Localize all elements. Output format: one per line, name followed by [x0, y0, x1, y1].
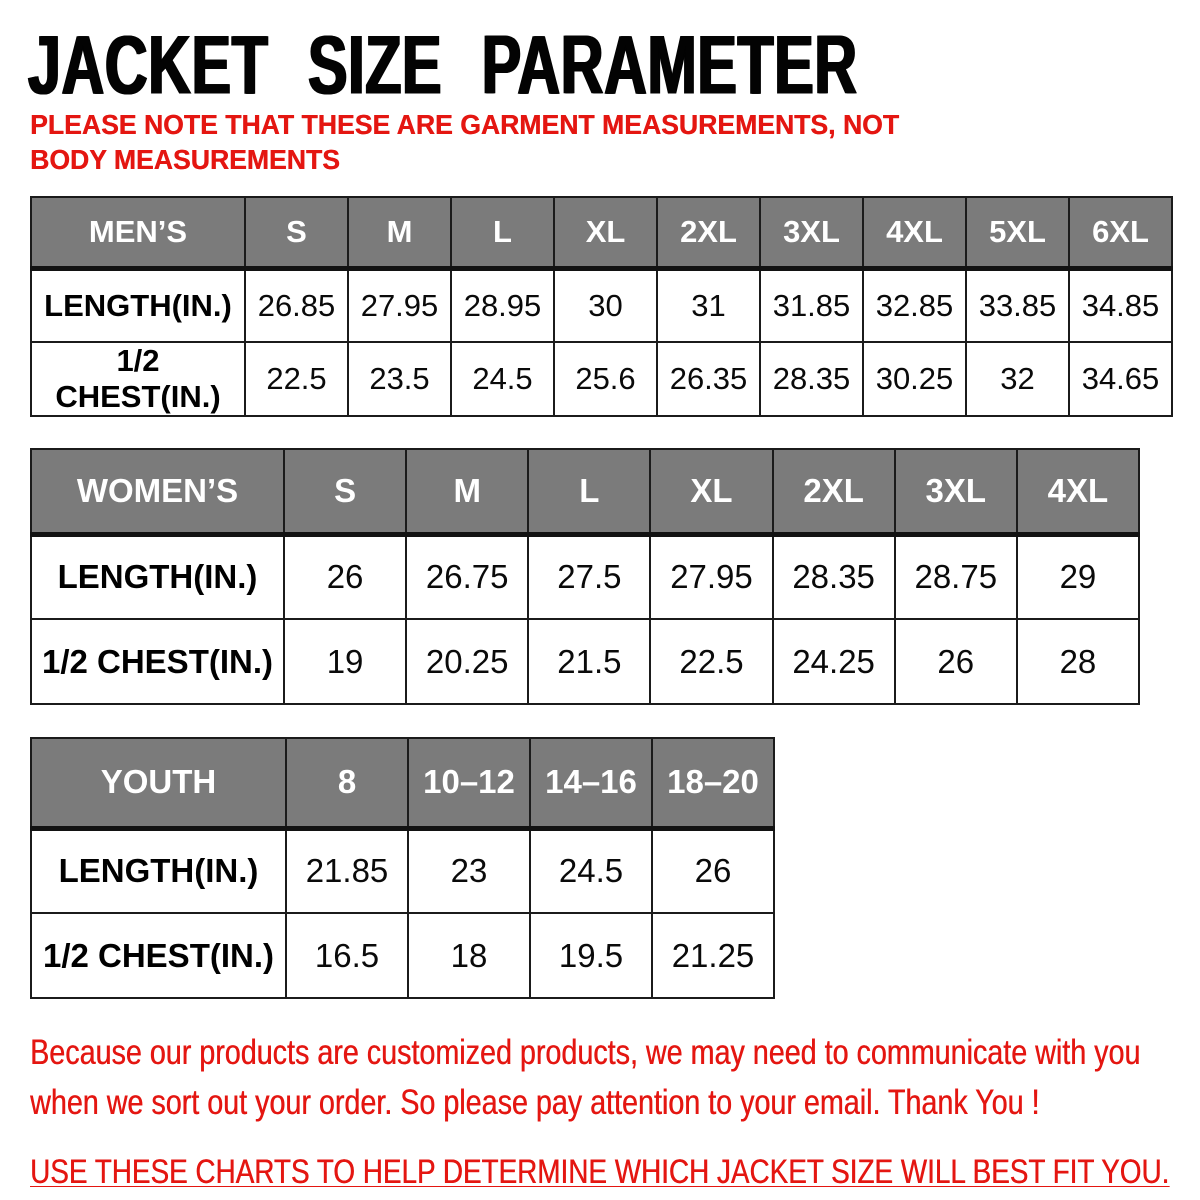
womens-measurement-cell: 27.95 [650, 534, 772, 619]
chart-usage-instruction: USE THESE CHARTS TO HELP DETERMINE WHICH JACKET SIZE WILL BEST FIT YOU. [30, 1153, 1170, 1192]
womens-measurement-cell: 28 [1017, 619, 1139, 704]
mens-row-label: 1/2 CHEST(IN.) [31, 342, 245, 416]
womens-row-label: LENGTH(IN.) [31, 534, 284, 619]
youth-measurement-cell: 23 [408, 828, 530, 913]
youth-measurement-cell: 21.25 [652, 913, 774, 998]
womens-measurement-cell: 28.75 [895, 534, 1017, 619]
youth-row-label: 1/2 CHEST(IN.) [31, 913, 286, 998]
mens-measurement-cell: 22.5 [245, 342, 348, 416]
customization-notice: Because our products are customized products, we may need to communicate with you when we sort out your order. So please pay attention to your email. Thank You ! [30, 1033, 1141, 1122]
mens-measurement-cell: 28.95 [451, 268, 554, 342]
mens-size-header: L [451, 197, 554, 268]
womens-measurement-cell: 19 [284, 619, 406, 704]
mens-measurement-cell: 30.25 [863, 342, 966, 416]
womens-size-header: S [284, 449, 406, 534]
youth-measurement-cell: 19.5 [530, 913, 652, 998]
womens-size-header: L [528, 449, 650, 534]
womens-size-table [30, 448, 1140, 705]
mens-size-header: 5XL [966, 197, 1069, 268]
youth-size-header: 18–20 [652, 738, 774, 828]
mens-size-header: 4XL [863, 197, 966, 268]
youth-size-header: 10–12 [408, 738, 530, 828]
mens-size-header: XL [554, 197, 657, 268]
mens-measurement-cell: 31 [657, 268, 760, 342]
youth-measurement-cell: 21.85 [286, 828, 408, 913]
womens-measurement-cell: 21.5 [528, 619, 650, 704]
mens-measurement-cell: 31.85 [760, 268, 863, 342]
mens-measurement-cell: 34.85 [1069, 268, 1172, 342]
mens-measurement-cell: 24.5 [451, 342, 554, 416]
garment-measurement-note: PLEASE NOTE THAT THESE ARE GARMENT MEASUREMENTS, NOT BODY MEASUREMENTS [30, 109, 899, 175]
page-title: JACKET SIZE PARAMETER [28, 19, 858, 112]
womens-size-header: XL [650, 449, 772, 534]
womens-measurement-cell: 28.35 [773, 534, 895, 619]
mens-measurement-cell: 27.95 [348, 268, 451, 342]
womens-row-label: 1/2 CHEST(IN.) [31, 619, 284, 704]
womens-size-header: 3XL [895, 449, 1017, 534]
womens-measurement-cell: 20.25 [406, 619, 528, 704]
mens-size-header: 2XL [657, 197, 760, 268]
womens-size-header: 4XL [1017, 449, 1139, 534]
womens-measurement-cell: 29 [1017, 534, 1139, 619]
mens-measurement-cell: 28.35 [760, 342, 863, 416]
womens-measurement-cell: 26 [895, 619, 1017, 704]
youth-table-title: YOUTH [31, 738, 286, 828]
mens-size-header: 3XL [760, 197, 863, 268]
mens-size-header: S [245, 197, 348, 268]
mens-size-header: 6XL [1069, 197, 1172, 268]
youth-measurement-cell: 26 [652, 828, 774, 913]
womens-measurement-cell: 24.25 [773, 619, 895, 704]
youth-size-header: 8 [286, 738, 408, 828]
mens-table-title: MEN’S [31, 197, 245, 268]
youth-row-label: LENGTH(IN.) [31, 828, 286, 913]
womens-table-title: WOMEN’S [31, 449, 284, 534]
youth-size-table [30, 737, 775, 999]
mens-measurement-cell: 32 [966, 342, 1069, 416]
youth-size-header: 14–16 [530, 738, 652, 828]
womens-measurement-cell: 26.75 [406, 534, 528, 619]
youth-measurement-cell: 16.5 [286, 913, 408, 998]
mens-measurement-cell: 25.6 [554, 342, 657, 416]
womens-size-header: M [406, 449, 528, 534]
womens-measurement-cell: 27.5 [528, 534, 650, 619]
youth-measurement-cell: 24.5 [530, 828, 652, 913]
mens-measurement-cell: 26.85 [245, 268, 348, 342]
footer-notes [30, 1028, 1178, 1192]
womens-measurement-cell: 22.5 [650, 619, 772, 704]
mens-size-header: M [348, 197, 451, 268]
mens-row-label: LENGTH(IN.) [31, 268, 245, 342]
womens-measurement-cell: 26 [284, 534, 406, 619]
mens-size-table [30, 196, 1173, 417]
mens-measurement-cell: 33.85 [966, 268, 1069, 342]
mens-measurement-cell: 30 [554, 268, 657, 342]
mens-measurement-cell: 32.85 [863, 268, 966, 342]
youth-measurement-cell: 18 [408, 913, 530, 998]
womens-size-header: 2XL [773, 449, 895, 534]
mens-measurement-cell: 26.35 [657, 342, 760, 416]
mens-measurement-cell: 34.65 [1069, 342, 1172, 416]
mens-measurement-cell: 23.5 [348, 342, 451, 416]
